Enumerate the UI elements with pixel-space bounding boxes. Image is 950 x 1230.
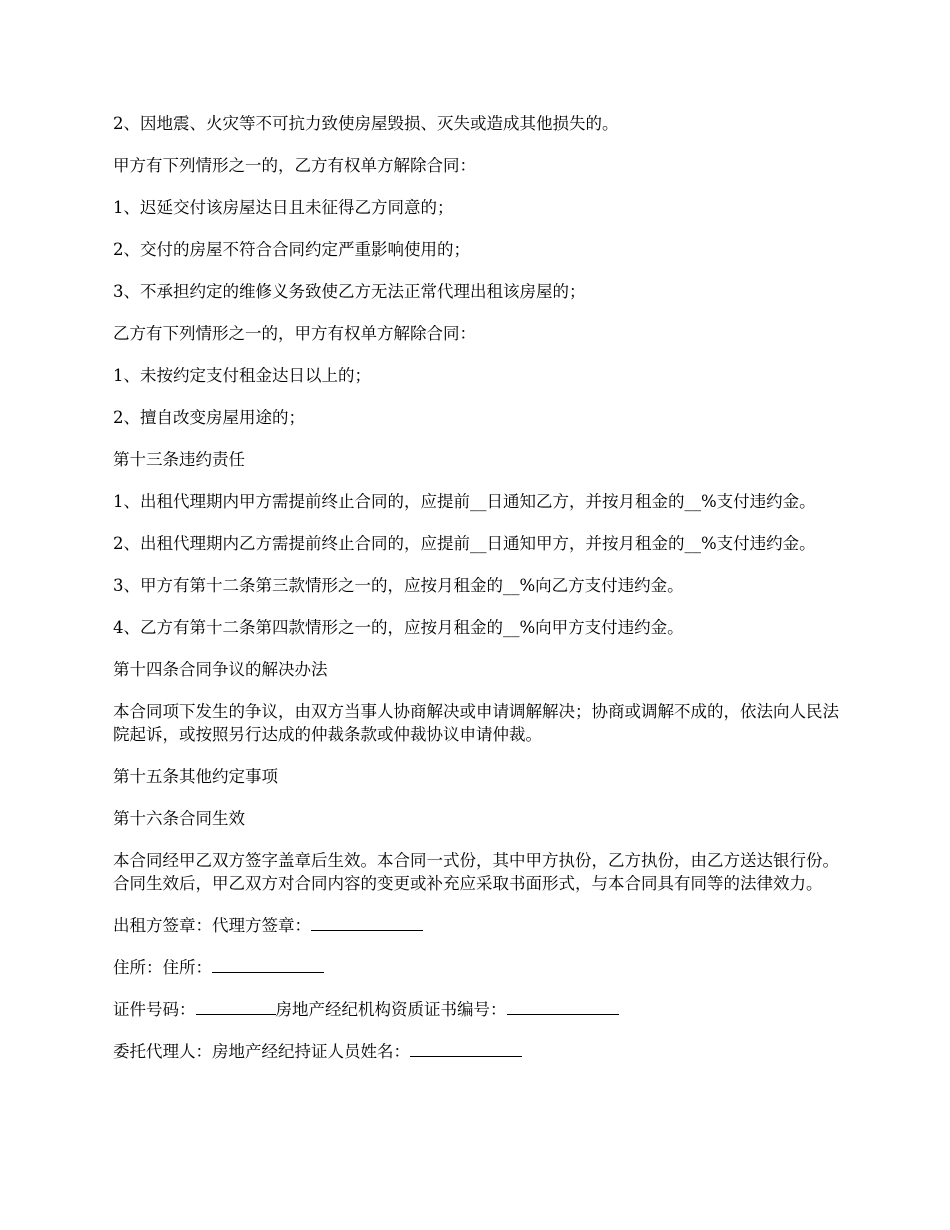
- signature-line-4: [113, 1040, 845, 1063]
- paragraph-item: 3、甲方有第十二条第三款情形之一的，应按月租金的__%向乙方支付违约金。: [113, 576, 684, 595]
- paragraph-item: 1、迟延交付该房屋达日且未征得乙方同意的；: [113, 198, 454, 217]
- paragraph-item: 1、出租代理期内甲方需提前终止合同的，应提前__日通知乙方，并按月租金的__%支付违约金。: [113, 492, 816, 511]
- document-page: [113, 112, 845, 1082]
- signature-line-1: [113, 914, 845, 937]
- paragraph-item: 2、出租代理期内乙方需提前终止合同的，应提前__日通知甲方，并按月租金的__%支付违约金。: [113, 534, 816, 553]
- id-number-label: 证件号码：: [113, 1000, 196, 1019]
- section-heading-16: 第十六条合同生效: [113, 809, 245, 828]
- certificate-number-blank[interactable]: [507, 998, 619, 1015]
- paragraph-item: 3、不承担约定的维修义务致使乙方无法正常代理出租该房屋的；: [113, 282, 586, 301]
- id-number-blank[interactable]: [196, 998, 276, 1015]
- paragraph-force-majeure: 2、因地震、火灾等不可抗力致使房屋毁损、灭失或造成其他损失的。: [113, 114, 619, 133]
- signature-line-3: [113, 998, 845, 1021]
- paragraph-item: 2、交付的房屋不符合合同约定严重影响使用的；: [113, 240, 470, 259]
- paragraph-party-a-breach-heading: 甲方有下列情形之一的，乙方有权单方解除合同：: [113, 156, 476, 175]
- agent-blank[interactable]: [410, 1040, 522, 1057]
- paragraph-dispute: 本合同项下发生的争议，由双方当事人协商解决或申请调解解决；协商或调解不成的，依法向人民法院起诉，或按照另行达成的仲裁条款或仲裁协议申请仲裁。: [113, 702, 839, 744]
- signature-label: 出租方签章：代理方签章：: [113, 916, 311, 935]
- signature-line-2: [113, 956, 845, 979]
- section-heading-13: 第十三条违约责任: [113, 450, 245, 469]
- certificate-number-label: 房地产经纪机构资质证书编号：: [275, 1000, 507, 1019]
- agent-label: 委托代理人：房地产经纪持证人员姓名：: [113, 1042, 410, 1061]
- paragraph-party-b-breach-heading: 乙方有下列情形之一的，甲方有权单方解除合同：: [113, 324, 476, 343]
- section-heading-15: 第十五条其他约定事项: [113, 767, 278, 786]
- address-blank[interactable]: [212, 956, 324, 973]
- address-label: 住所：住所：: [113, 958, 212, 977]
- paragraph-item: 1、未按约定支付租金达日以上的；: [113, 366, 371, 385]
- paragraph-item: 4、乙方有第十二条第四款情形之一的，应按月租金的__%向甲方支付违约金。: [113, 618, 684, 637]
- signature-blank[interactable]: [311, 914, 423, 931]
- paragraph-effectiveness: 本合同经甲乙双方签字盖章后生效。本合同一式份，其中甲方执份，乙方执份，由乙方送达银行份。合同生效后，甲乙双方对合同内容的变更或补充应采取书面形式，与本合同具有同等的法律效力。: [113, 851, 839, 893]
- paragraph-item: 2、擅自改变房屋用途的；: [113, 408, 305, 427]
- section-heading-14: 第十四条合同争议的解决办法: [113, 660, 328, 679]
